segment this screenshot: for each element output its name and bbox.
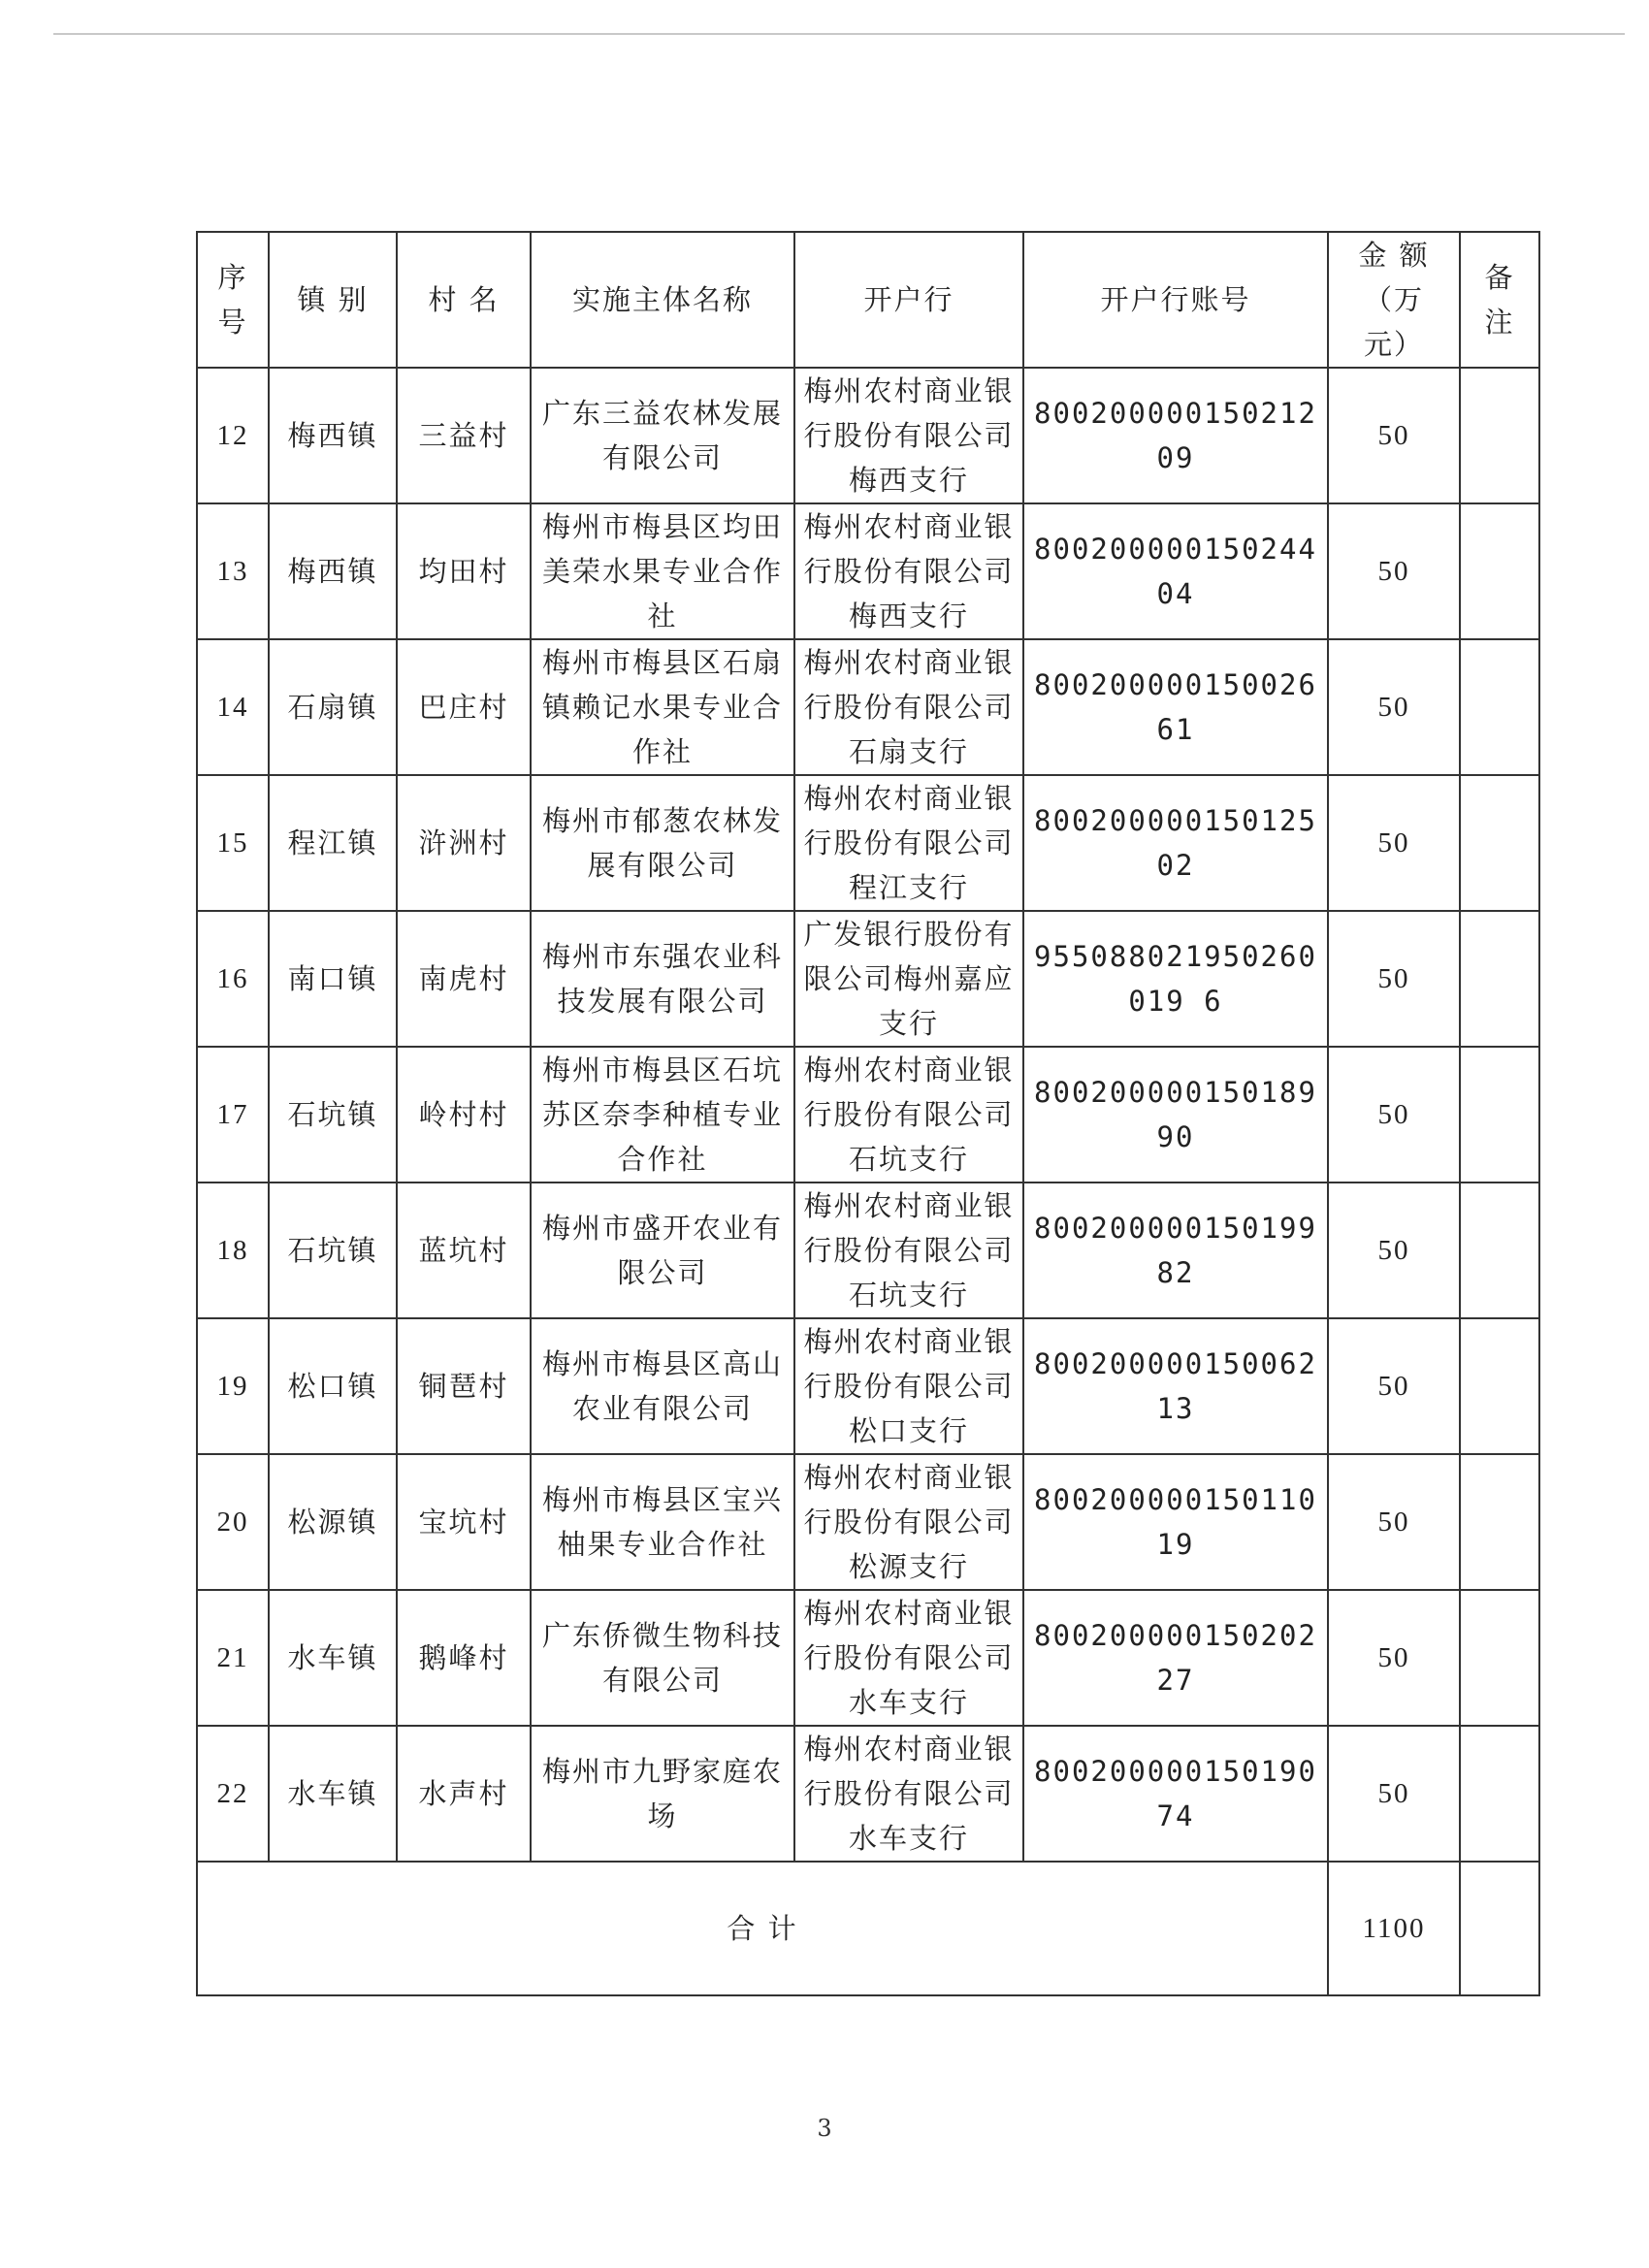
row-entity: 梅州市盛开农业有限公司 <box>531 1183 794 1318</box>
row-amount: 50 <box>1328 1726 1460 1862</box>
row-town: 水车镇 <box>269 1590 397 1726</box>
total-row <box>197 1862 1539 1995</box>
row-amount: 50 <box>1328 1590 1460 1726</box>
table-row <box>197 1454 1539 1590</box>
row-bank: 梅州农村商业银行股份有限公司石坑支行 <box>794 1183 1023 1318</box>
row-bank: 梅州农村商业银行股份有限公司松源支行 <box>794 1454 1023 1590</box>
row-town: 石坑镇 <box>269 1047 397 1183</box>
row-remark <box>1460 1183 1539 1318</box>
row-account: 80020000015021209 <box>1023 368 1328 503</box>
row-seq: 13 <box>197 503 269 639</box>
row-remark <box>1460 1454 1539 1590</box>
row-village: 均田村 <box>397 503 531 639</box>
row-amount: 50 <box>1328 1454 1460 1590</box>
row-town: 程江镇 <box>269 775 397 911</box>
row-town: 石扇镇 <box>269 639 397 775</box>
row-seq: 16 <box>197 911 269 1047</box>
row-amount: 50 <box>1328 1047 1460 1183</box>
row-town: 梅西镇 <box>269 503 397 639</box>
row-account: 80020000015002661 <box>1023 639 1328 775</box>
header-amount: 金 额（万元） <box>1328 232 1460 368</box>
table-row <box>197 911 1539 1047</box>
row-account: 80020000015011019 <box>1023 1454 1328 1590</box>
row-account: 955088021950260019 6 <box>1023 911 1328 1047</box>
header-seq: 序号 <box>197 232 269 368</box>
row-village: 巴庄村 <box>397 639 531 775</box>
row-seq: 17 <box>197 1047 269 1183</box>
row-entity: 梅州市梅县区石扇镇赖记水果专业合作社 <box>531 639 794 775</box>
total-label: 合 计 <box>197 1862 1328 1995</box>
table-row <box>197 1183 1539 1318</box>
total-value: 1100 <box>1328 1862 1460 1995</box>
table-row <box>197 1047 1539 1183</box>
header-village: 村 名 <box>397 232 531 368</box>
row-bank: 梅州农村商业银行股份有限公司水车支行 <box>794 1590 1023 1726</box>
row-amount: 50 <box>1328 368 1460 503</box>
row-bank: 梅州农村商业银行股份有限公司石坑支行 <box>794 1047 1023 1183</box>
row-remark <box>1460 1590 1539 1726</box>
header-remark: 备注 <box>1460 232 1539 368</box>
row-amount: 50 <box>1328 1183 1460 1318</box>
row-remark <box>1460 1318 1539 1454</box>
row-town: 水车镇 <box>269 1726 397 1862</box>
table-row <box>197 775 1539 911</box>
row-amount: 50 <box>1328 503 1460 639</box>
row-entity: 梅州市东强农业科技发展有限公司 <box>531 911 794 1047</box>
table-row <box>197 368 1539 503</box>
row-account: 80020000015020227 <box>1023 1590 1328 1726</box>
row-village: 岭村村 <box>397 1047 531 1183</box>
row-seq: 15 <box>197 775 269 911</box>
row-village: 浒洲村 <box>397 775 531 911</box>
row-village: 水声村 <box>397 1726 531 1862</box>
table-row <box>197 503 1539 639</box>
row-entity: 梅州市郁葱农林发展有限公司 <box>531 775 794 911</box>
row-account: 80020000015006213 <box>1023 1318 1328 1454</box>
row-town: 松源镇 <box>269 1454 397 1590</box>
row-town: 松口镇 <box>269 1318 397 1454</box>
row-seq: 18 <box>197 1183 269 1318</box>
allocation-table <box>196 231 1540 1996</box>
row-remark <box>1460 503 1539 639</box>
row-entity: 梅州市梅县区宝兴柚果专业合作社 <box>531 1454 794 1590</box>
row-seq: 12 <box>197 368 269 503</box>
row-entity: 梅州市梅县区均田美荣水果专业合作社 <box>531 503 794 639</box>
header-town: 镇 别 <box>269 232 397 368</box>
row-remark <box>1460 1726 1539 1862</box>
row-seq: 20 <box>197 1454 269 1590</box>
row-seq: 22 <box>197 1726 269 1862</box>
row-remark <box>1460 368 1539 503</box>
row-bank: 梅州农村商业银行股份有限公司梅西支行 <box>794 368 1023 503</box>
row-bank: 梅州农村商业银行股份有限公司松口支行 <box>794 1318 1023 1454</box>
row-entity: 广东三益农林发展有限公司 <box>531 368 794 503</box>
row-seq: 19 <box>197 1318 269 1454</box>
header-account: 开户行账号 <box>1023 232 1328 368</box>
row-remark <box>1460 639 1539 775</box>
row-town: 南口镇 <box>269 911 397 1047</box>
row-account: 80020000015019982 <box>1023 1183 1328 1318</box>
row-bank: 梅州农村商业银行股份有限公司梅西支行 <box>794 503 1023 639</box>
table-header-row <box>197 232 1539 368</box>
row-town: 石坑镇 <box>269 1183 397 1318</box>
row-bank: 梅州农村商业银行股份有限公司水车支行 <box>794 1726 1023 1862</box>
row-bank: 梅州农村商业银行股份有限公司石扇支行 <box>794 639 1023 775</box>
row-bank: 梅州农村商业银行股份有限公司程江支行 <box>794 775 1023 911</box>
row-entity: 广东侨微生物科技有限公司 <box>531 1590 794 1726</box>
table-row <box>197 1318 1539 1454</box>
row-remark <box>1460 775 1539 911</box>
header-entity: 实施主体名称 <box>531 232 794 368</box>
row-bank: 广发银行股份有限公司梅州嘉应支行 <box>794 911 1023 1047</box>
top-rule <box>53 33 1625 35</box>
row-entity: 梅州市九野家庭农场 <box>531 1726 794 1862</box>
row-account: 80020000015019074 <box>1023 1726 1328 1862</box>
row-entity: 梅州市梅县区石坑苏区奈李种植专业合作社 <box>531 1047 794 1183</box>
total-remark <box>1460 1862 1539 1995</box>
row-account: 80020000015018990 <box>1023 1047 1328 1183</box>
table-row <box>197 639 1539 775</box>
row-village: 蓝坑村 <box>397 1183 531 1318</box>
row-entity: 梅州市梅县区高山农业有限公司 <box>531 1318 794 1454</box>
row-village: 三益村 <box>397 368 531 503</box>
row-village: 宝坑村 <box>397 1454 531 1590</box>
table-row <box>197 1726 1539 1862</box>
page-number: 3 <box>817 2115 832 2142</box>
row-remark <box>1460 1047 1539 1183</box>
header-bank: 开户行 <box>794 232 1023 368</box>
row-account: 80020000015024404 <box>1023 503 1328 639</box>
row-seq: 14 <box>197 639 269 775</box>
row-amount: 50 <box>1328 1318 1460 1454</box>
row-remark <box>1460 911 1539 1047</box>
row-village: 铜琶村 <box>397 1318 531 1454</box>
row-account: 80020000015012502 <box>1023 775 1328 911</box>
table-row <box>197 1590 1539 1726</box>
row-village: 鹅峰村 <box>397 1590 531 1726</box>
row-amount: 50 <box>1328 911 1460 1047</box>
row-town: 梅西镇 <box>269 368 397 503</box>
row-seq: 21 <box>197 1590 269 1726</box>
row-amount: 50 <box>1328 639 1460 775</box>
row-village: 南虎村 <box>397 911 531 1047</box>
row-amount: 50 <box>1328 775 1460 911</box>
